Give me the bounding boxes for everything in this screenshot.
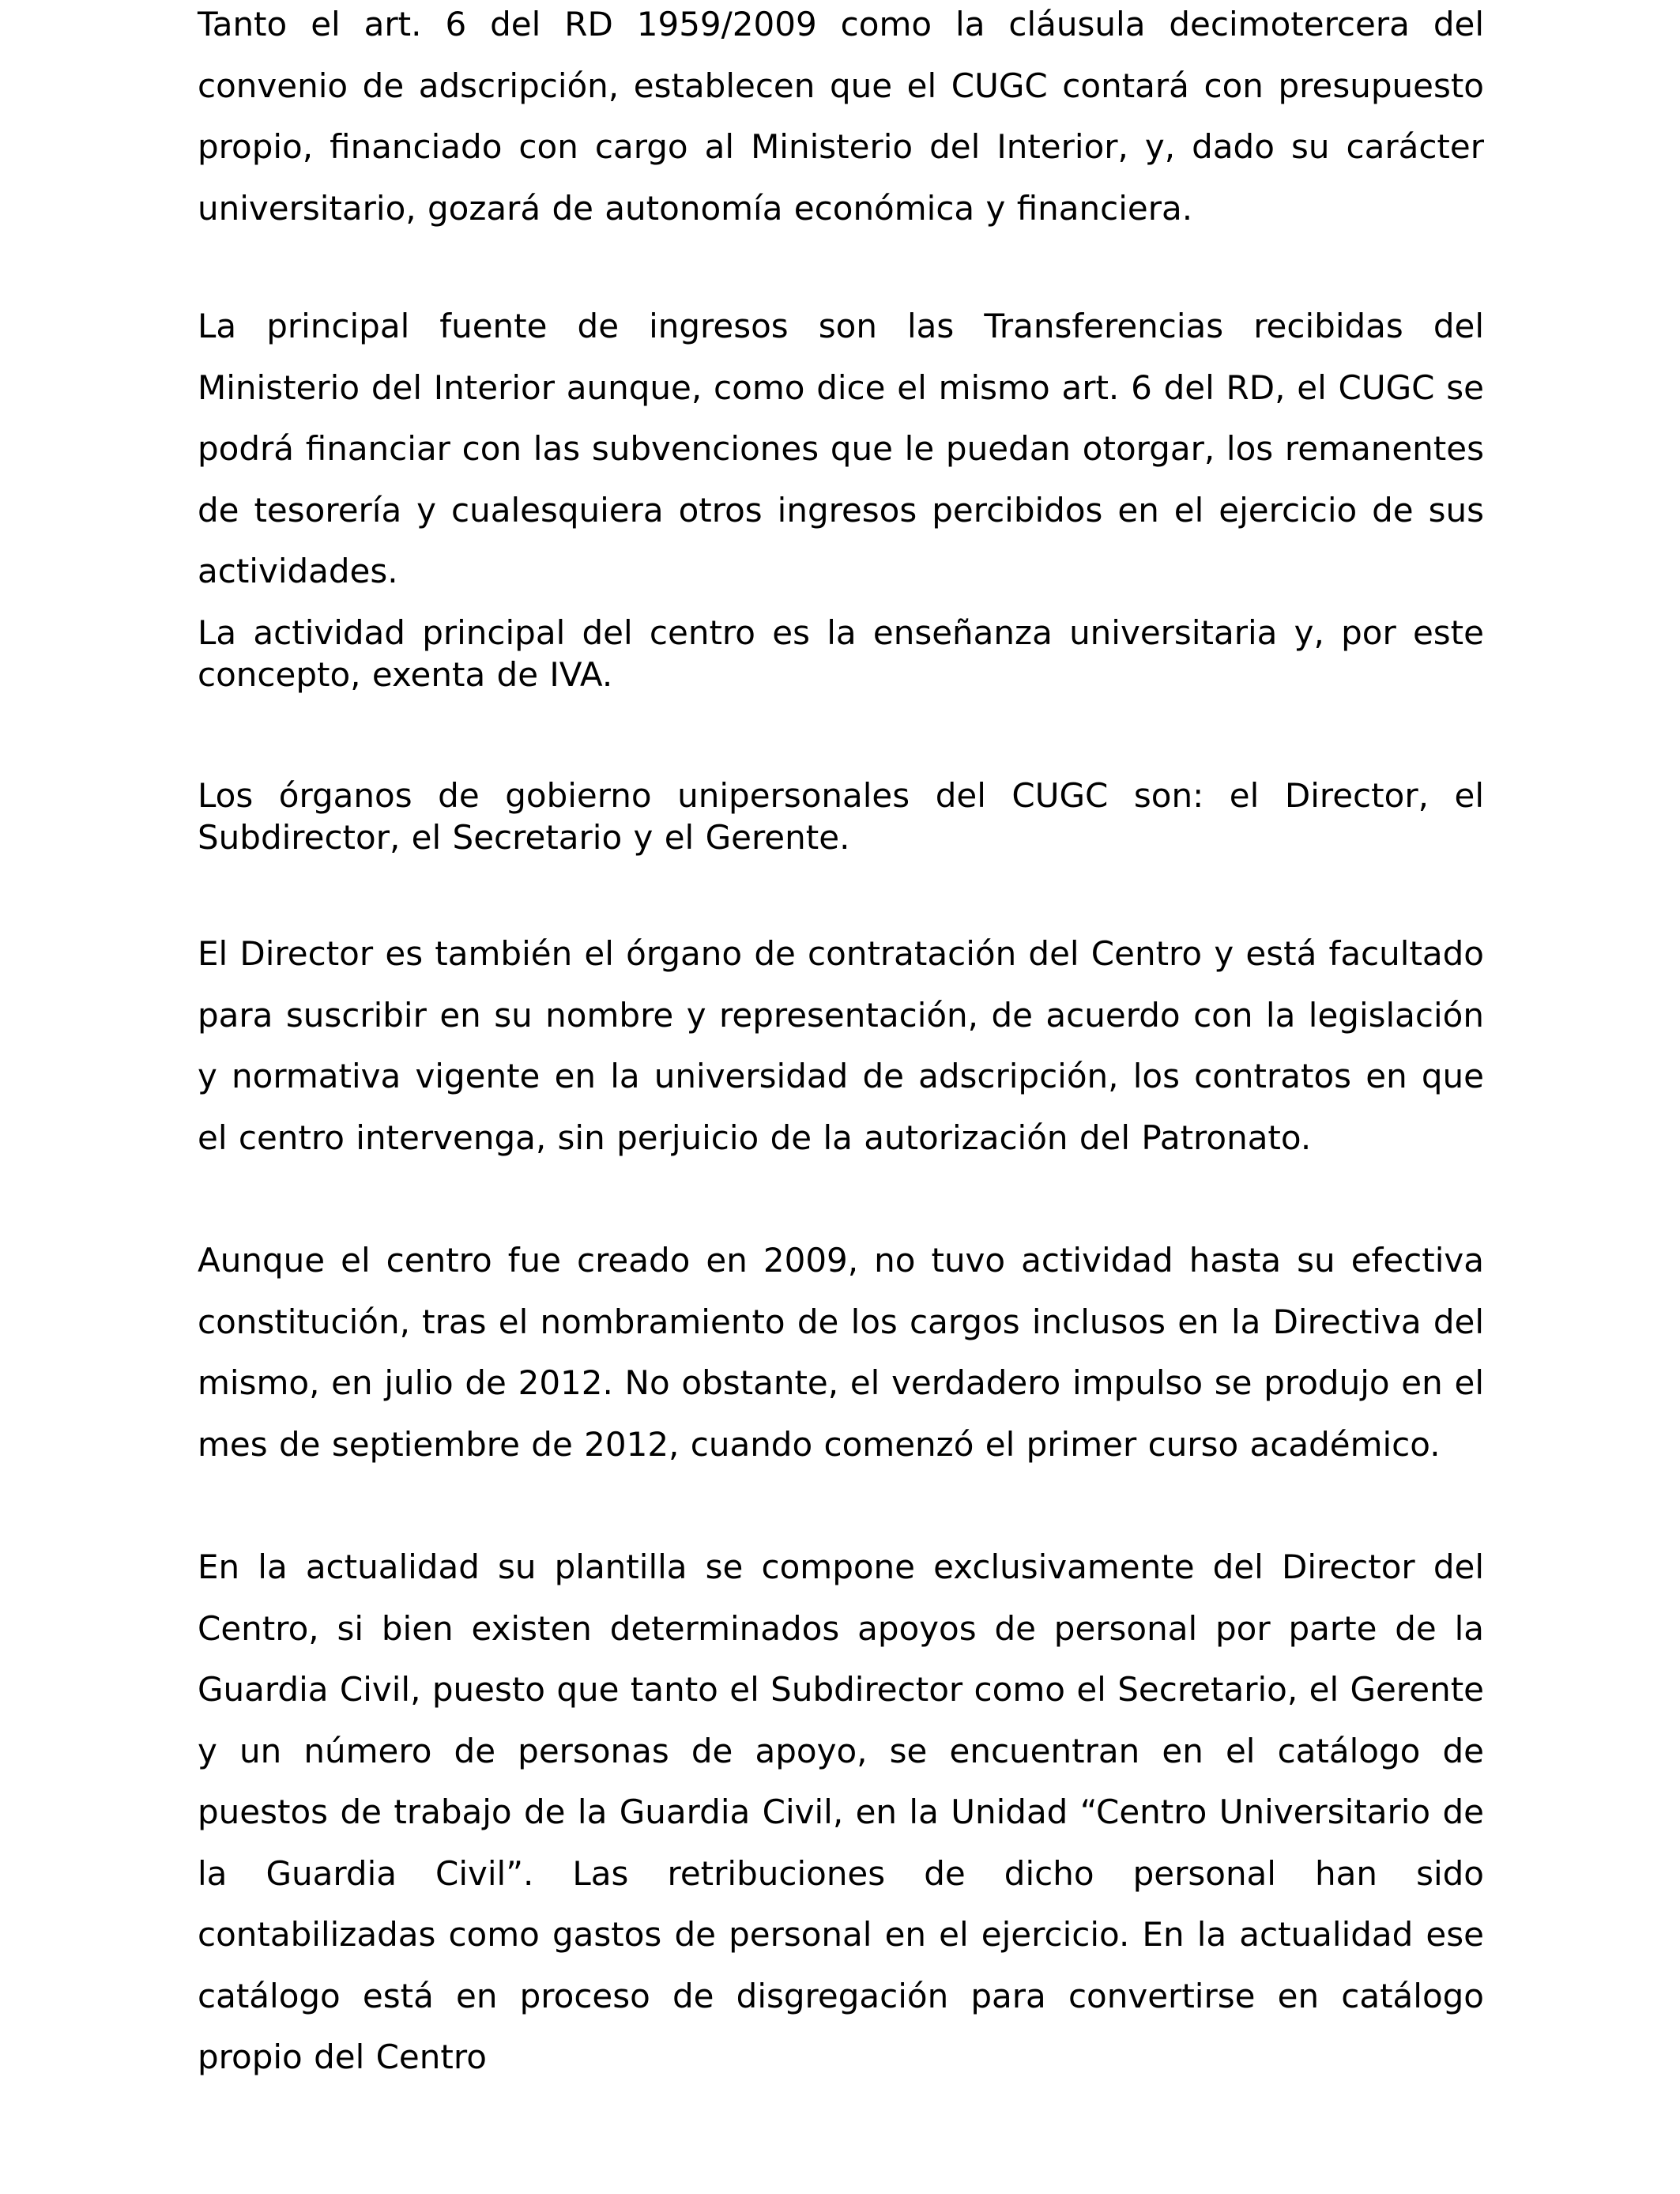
paragraph-staff: En la actualidad su plantilla se compone exclusivamente del Director del Centro, si bien existen determinados apoyos de personal por parte de la Guardia Civil, puesto que tanto el Subdirector como el Secretario, el Gerente y un número de personas de apoyo, se encuentran en el catálogo de puestos de trabajo de la Guardia Civil, en la Unidad “Centro Universitario de la Guardia Civil”. Las retribuciones de dicho personal han sido contabilizadas como gastos de personal en el ejercicio. En la actualidad ese catálogo está en proceso de disgregación para convertirse en catálogo propio del Centro <box>198 1547 1484 2076</box>
paragraph-governing-bodies: Los órganos de gobierno unipersonales del CUGC son: el Director, el Subdirector, el Secretario y el Gerente. <box>198 776 1484 857</box>
paragraph-director: El Director es también el órgano de contratación del Centro y está facultado para suscribir en su nombre y representación, de acuerdo con la legislación y normativa vigente en la universidad de adscripción, los contratos en que el centro intervenga, sin perjuicio de la autorización del Patronato. <box>198 934 1484 1157</box>
paragraph-main-activity: La actividad principal del centro es la enseñanza universitaria y, por este concepto, exenta de IVA. <box>198 613 1484 694</box>
paragraph-income-sources: La principal fuente de ingresos son las Transferencias recibidas del Ministerio del Interior aunque, como dice el mismo art. 6 del RD, el CUGC se podrá financiar con las subvenciones que le puedan otorgar, los remanentes de tesorería y cualesquiera otros ingresos percibidos en el ejercicio de sus actividades. <box>198 307 1484 590</box>
paragraph-budget: Tanto el art. 6 del RD 1959/2009 como la cláusula decimotercera del convenio de adscripción, establecen que el CUGC contará con presupuesto propio, financiado con cargo al Ministerio del Interior, y, dado su carácter universitario, gozará de autonomía económica y financiera. <box>198 5 1484 228</box>
paragraph-history: Aunque el centro fue creado en 2009, no tuvo actividad hasta su efectiva constitución, tras el nombramiento de los cargos inclusos en la Directiva del mismo, en julio de 2012. No obstante, el verdadero impulso se produjo en el mes de septiembre de 2012, cuando comenzó el primer curso académico. <box>198 1241 1484 1464</box>
